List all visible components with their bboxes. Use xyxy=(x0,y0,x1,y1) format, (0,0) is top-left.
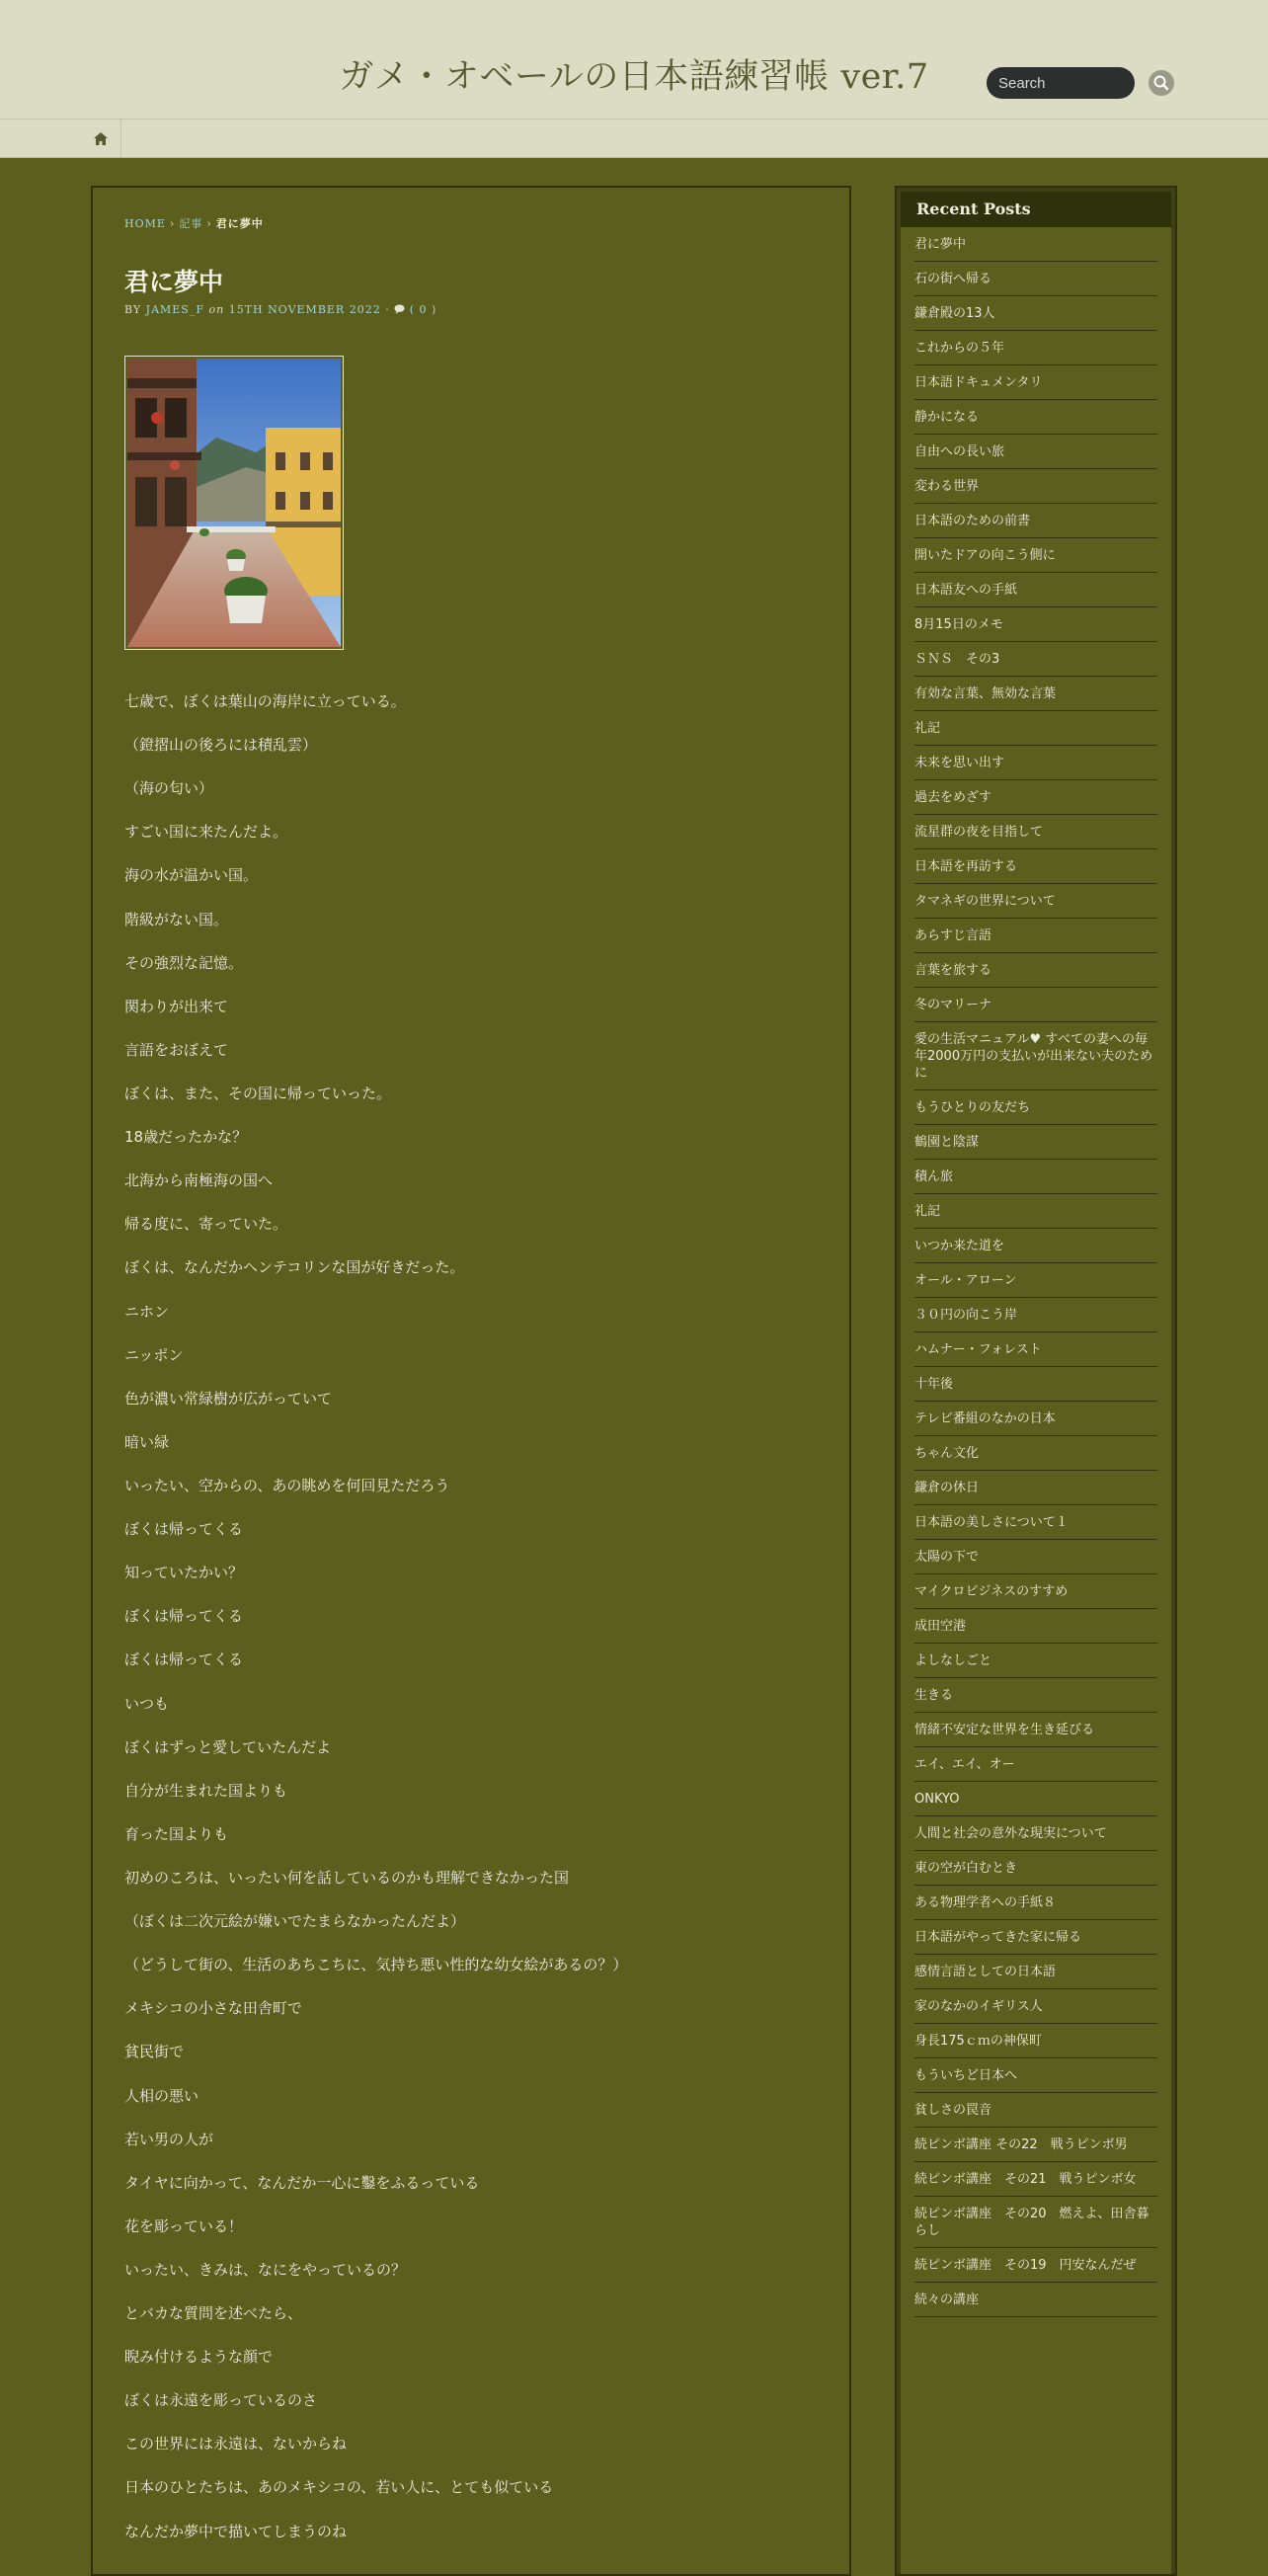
recent-post-link[interactable]: 愛の生活マニュアル♥ すべての妻への毎年2000万円の支払いが出来ない夫のために xyxy=(914,1032,1153,1081)
recent-post-item xyxy=(914,677,1157,711)
recent-post-item xyxy=(914,1644,1157,1678)
post-paragraph: 人相の悪い xyxy=(124,2086,199,2105)
author-link[interactable]: JAMES_F xyxy=(145,303,204,316)
recent-post-item xyxy=(914,2128,1157,2162)
recent-post-item xyxy=(914,1298,1157,1332)
recent-post-item xyxy=(914,1955,1157,1989)
recent-post-link[interactable]: 日本語ドキュメンタリ xyxy=(914,375,1043,390)
recent-post-item xyxy=(914,1747,1157,1782)
recent-post-link[interactable]: 流星群の夜を目指して xyxy=(914,825,1044,840)
recent-post-link[interactable]: 日本語友への手紙 xyxy=(914,583,1018,598)
recent-post-link[interactable]: 貧しさの罠音 xyxy=(914,2103,992,2118)
search-button[interactable] xyxy=(1149,70,1174,96)
recent-post-link[interactable]: 積ん旅 xyxy=(914,1169,954,1184)
post-image[interactable] xyxy=(124,356,344,650)
recent-post-item xyxy=(914,2283,1157,2317)
post-paragraph: 若い男の人が xyxy=(124,2130,214,2148)
recent-post-link[interactable]: 続々の講座 xyxy=(914,2293,980,2307)
home-icon xyxy=(94,132,108,145)
breadcrumb-home-link[interactable]: HOME xyxy=(124,217,166,230)
recent-post-link[interactable]: ある物理学者への手紙８ xyxy=(914,1895,1057,1910)
recent-post-link[interactable]: 8月15日のメモ xyxy=(914,617,1003,632)
recent-post-link[interactable]: 変わる世界 xyxy=(914,479,980,494)
post-paragraph: ぼくは帰ってくる xyxy=(124,1650,244,1669)
post-paragraph: ぼくは永遠を彫っているのさ xyxy=(124,2391,318,2410)
recent-post-item xyxy=(914,711,1157,746)
post-paragraph: 花を彫っている！ xyxy=(124,2216,244,2235)
recent-post-item xyxy=(914,815,1157,849)
recent-post-item xyxy=(914,1402,1157,1436)
recent-post-link[interactable]: よしなしごと xyxy=(914,1653,992,1668)
recent-post-link[interactable]: 鶴園と陰謀 xyxy=(914,1135,980,1150)
post-content xyxy=(124,692,816,2566)
recent-post-item xyxy=(914,1782,1157,1816)
recent-post-link[interactable]: 続ピンボ講座 その20 燃えよ、田舎暮らし xyxy=(914,2207,1149,2238)
recent-post-link[interactable]: もうひとりの友だち xyxy=(914,1100,1031,1115)
post-paragraph: 睨み付けるような顔で xyxy=(124,2348,274,2367)
recent-post-item xyxy=(914,2197,1157,2248)
post-paragraph: この世界には永遠は、ないからね xyxy=(124,2435,348,2454)
post-paragraph: 言語をおぼえて xyxy=(124,1040,229,1059)
post-paragraph: 知っていたかい？ xyxy=(124,1564,244,1582)
recent-post-item xyxy=(914,365,1157,400)
recent-post-link[interactable]: ちゃん文化 xyxy=(914,1446,980,1461)
recent-post-link[interactable]: 言葉を旅する xyxy=(914,963,992,978)
recent-post-link[interactable]: 生きる xyxy=(914,1688,954,1703)
recent-post-item xyxy=(914,2248,1157,2283)
post-paragraph: 貧民街で xyxy=(124,2043,185,2061)
recent-post-link[interactable]: 人間と社会の意外な現実について xyxy=(914,1826,1107,1841)
recent-post-item xyxy=(914,1229,1157,1263)
recent-post-item xyxy=(914,1851,1157,1886)
recent-post-item xyxy=(914,2093,1157,2128)
recent-post-link[interactable]: 日本語がやってきた家に帰る xyxy=(914,1930,1082,1945)
post-date-link[interactable]: 15TH NOVEMBER 2022 xyxy=(228,303,381,316)
recent-post-item xyxy=(914,331,1157,365)
recent-post-item xyxy=(914,607,1157,642)
recent-post-link[interactable]: 石の街へ帰る xyxy=(914,272,992,286)
recent-posts-title: Recent Posts xyxy=(901,192,1171,227)
recent-post-item xyxy=(914,227,1157,262)
recent-post-link[interactable]: 家のなかのイギリス人 xyxy=(914,1999,1043,2014)
post-paragraph: 育った国よりも xyxy=(124,1824,229,1843)
recent-post-item xyxy=(914,400,1157,435)
recent-post-item xyxy=(914,1090,1157,1125)
recent-post-item xyxy=(914,988,1157,1022)
recent-post-item xyxy=(914,1436,1157,1471)
post-paragraph: （ぼくは二次元絵が嫌いでたまらなかったんだよ） xyxy=(124,1912,466,1931)
post-paragraph: いったい、きみは、なにをやっているの？ xyxy=(124,2260,407,2279)
recent-post-item xyxy=(914,1989,1157,2024)
recent-post-link[interactable]: 静かになる xyxy=(914,410,980,425)
search-icon xyxy=(1149,70,1174,96)
recent-post-item xyxy=(914,1886,1157,1920)
recent-post-link[interactable]: 過去をめざす xyxy=(914,790,992,805)
recent-post-item xyxy=(914,262,1157,296)
recent-post-link[interactable]: 十年後 xyxy=(914,1377,954,1392)
recent-post-link[interactable]: 感情言語としての日本語 xyxy=(914,1965,1057,1979)
post-paragraph: とバカな質問を述べたら、 xyxy=(124,2304,303,2323)
post-paragraph: 七歳で、ぼくは葉山の海岸に立っている。 xyxy=(124,692,406,710)
post-paragraph: いつも xyxy=(124,1694,170,1713)
post-paragraph: その強烈な記憶。 xyxy=(124,953,244,972)
comment-icon xyxy=(394,304,405,314)
recent-post-link[interactable]: オール・アローン xyxy=(914,1273,1017,1288)
recent-post-item xyxy=(914,780,1157,815)
recent-post-item xyxy=(914,884,1157,919)
recent-posts-list xyxy=(914,227,1157,2317)
byline-on: on xyxy=(208,303,225,316)
byline-by: BY xyxy=(124,303,142,316)
recent-post-item xyxy=(914,1367,1157,1402)
post-paragraph: なんだか夢中で描いてしまうのね xyxy=(124,2522,348,2540)
recent-post-item xyxy=(914,953,1157,988)
recent-post-item xyxy=(914,1471,1157,1505)
nav-home-link[interactable] xyxy=(81,120,121,157)
comments-link[interactable]: ( 0 ) xyxy=(409,303,437,316)
recent-post-link[interactable]: 有効な言葉、無効な言葉 xyxy=(914,686,1057,701)
post-paragraph: ぼくは帰ってくる xyxy=(124,1607,244,1626)
recent-post-link[interactable]: 東の空が白むとき xyxy=(914,1861,1018,1876)
recent-post-item xyxy=(914,538,1157,573)
recent-post-item xyxy=(914,1160,1157,1194)
post-paragraph: 海の水が温かい国。 xyxy=(124,866,259,885)
recent-post-item xyxy=(914,1332,1157,1367)
post-paragraph: ぼくは、また、その国に帰っていった。 xyxy=(124,1084,392,1102)
recent-post-item xyxy=(914,1194,1157,1229)
street-photo xyxy=(127,359,341,647)
recent-post-item xyxy=(914,1022,1157,1090)
site-title[interactable]: ガメ・オベールの日本語練習帳 ver.7 xyxy=(339,57,929,97)
post-paragraph: （海の匂い） xyxy=(124,779,214,798)
breadcrumb xyxy=(124,215,264,231)
recent-post-link[interactable]: エイ、エイ、オー xyxy=(914,1757,1015,1772)
sidebar xyxy=(895,186,1177,2576)
recent-post-item xyxy=(914,1920,1157,1955)
recent-post-link[interactable]: 冬のマリーナ xyxy=(914,998,992,1012)
recent-post-link[interactable]: 君に夢中 xyxy=(914,237,967,252)
recent-post-item xyxy=(914,296,1157,331)
post-paragraph: ぼくは帰ってくる xyxy=(124,1520,244,1539)
post-paragraph: ぼくはずっと愛していたんだよ xyxy=(124,1737,332,1756)
post-paragraph: ニホン xyxy=(124,1302,170,1321)
recent-post-link[interactable]: 情緒不安定な世界を生き延びる xyxy=(914,1723,1095,1737)
byline-dot: · xyxy=(385,303,390,316)
recent-post-item xyxy=(914,746,1157,780)
breadcrumb-category-link[interactable]: 記事 xyxy=(179,217,203,230)
recent-post-link[interactable]: 礼記 xyxy=(914,721,941,736)
recent-post-link[interactable]: もういちど日本へ xyxy=(914,2068,1018,2083)
recent-post-link[interactable]: 鎌倉殿の13人 xyxy=(914,306,995,321)
post-paragraph: 自分が生まれた国よりも xyxy=(124,1781,288,1800)
recent-post-item xyxy=(914,573,1157,607)
recent-post-link[interactable]: 鎌倉の休日 xyxy=(914,1481,980,1495)
recent-post-link[interactable]: これからの５年 xyxy=(914,341,1005,356)
recent-post-link[interactable]: 未来を思い出す xyxy=(914,756,1005,770)
recent-post-item xyxy=(914,1713,1157,1747)
post-paragraph: いったい、空からの、あの眺めを何回見ただろう xyxy=(124,1476,450,1494)
post-byline xyxy=(124,303,436,316)
recent-post-item xyxy=(914,2162,1157,2197)
post-paragraph: ニッポン xyxy=(124,1345,184,1364)
post-paragraph: タイヤに向かって、なんだか一心に鑿をふるっている xyxy=(124,2173,480,2192)
recent-post-link[interactable]: 太陽の下で xyxy=(914,1550,980,1565)
post-paragraph: （どうして街の、生活のあちこちに、気持ち悪い性的な幼女絵があるの？） xyxy=(124,1956,628,1974)
recent-post-item xyxy=(914,642,1157,677)
recent-post-item xyxy=(914,1263,1157,1298)
recent-post-link[interactable]: 続ピンボ講座 その22 戦うピンボ男 xyxy=(914,2137,1128,2152)
recent-post-link[interactable]: いつか来た道を xyxy=(914,1239,1005,1253)
recent-post-link[interactable]: 日本語の美しさについて１ xyxy=(914,1515,1069,1530)
recent-post-item xyxy=(914,504,1157,538)
post-title: 君に夢中 xyxy=(124,268,224,296)
recent-post-link[interactable]: 礼記 xyxy=(914,1204,941,1219)
post-paragraph: 関わりが出来て xyxy=(124,997,229,1015)
breadcrumb-separator: › xyxy=(206,217,212,230)
post-paragraph: 18歳だったかな？ xyxy=(124,1128,248,1147)
recent-post-link[interactable]: 成田空港 xyxy=(914,1619,967,1634)
recent-post-link[interactable]: ３０円の向こう岸 xyxy=(914,1308,1018,1323)
recent-post-link[interactable]: 続ピンボ講座 その21 戦うピンボ女 xyxy=(914,2172,1137,2187)
recent-post-item xyxy=(914,1816,1157,1851)
recent-post-link[interactable]: ＳＮＳ その3 xyxy=(914,652,1000,667)
post-paragraph: 日本のひとたちは、あのメキシコの、若い人に、とても似ている xyxy=(124,2478,554,2497)
recent-post-link[interactable]: あらすじ言語 xyxy=(914,928,992,943)
post-paragraph: 北海から南極海の国へ xyxy=(124,1171,274,1190)
recent-post-link[interactable]: タマネギの世界について xyxy=(914,894,1056,909)
recent-post-item xyxy=(914,435,1157,469)
post-paragraph: （鐙摺山の後ろには積乱雲） xyxy=(124,736,318,755)
post-paragraph: 初めのころは、いったい何を話しているのかも理解できなかった国 xyxy=(124,1868,570,1887)
recent-post-item xyxy=(914,1505,1157,1540)
recent-post-item xyxy=(914,1574,1157,1609)
recent-post-item xyxy=(914,2058,1157,2093)
recent-post-link[interactable]: ハムナー・フォレスト xyxy=(914,1342,1042,1357)
post-paragraph: 階級がない国。 xyxy=(124,910,229,928)
post-paragraph: 帰る度に、寄っていた。 xyxy=(124,1215,288,1234)
recent-post-link[interactable]: マイクロビジネスのすすめ xyxy=(914,1584,1069,1599)
recent-post-item xyxy=(914,1540,1157,1574)
recent-post-item xyxy=(914,2024,1157,2058)
breadcrumb-separator: › xyxy=(169,217,176,230)
site-header xyxy=(0,0,1268,119)
post-paragraph: メキシコの小さな田舎町で xyxy=(124,1999,302,2018)
recent-post-link[interactable]: ONKYO xyxy=(914,1792,960,1807)
post-paragraph: 暗い緑 xyxy=(124,1432,170,1451)
recent-post-link[interactable]: 身長175ｃｍの神保町 xyxy=(914,2034,1042,2049)
recent-post-item xyxy=(914,849,1157,884)
main-nav xyxy=(0,119,1268,158)
recent-post-item xyxy=(914,1609,1157,1644)
recent-post-item xyxy=(914,919,1157,953)
recent-post-link[interactable]: 続ピンボ講座 その19 円安なんだぜ xyxy=(914,2258,1137,2273)
recent-post-link[interactable]: 自由への長い旅 xyxy=(914,444,1005,459)
post-paragraph: すごい国に来たんだよ。 xyxy=(124,823,288,842)
recent-post-link[interactable]: 日本語を再訪する xyxy=(914,859,1018,874)
recent-post-link[interactable]: 日本語のための前書 xyxy=(914,514,1031,528)
recent-posts-widget xyxy=(901,227,1171,2574)
breadcrumb-current: 君に夢中 xyxy=(215,217,264,230)
recent-post-item xyxy=(914,1125,1157,1160)
recent-post-item xyxy=(914,469,1157,504)
recent-post-item xyxy=(914,1678,1157,1713)
article xyxy=(91,186,851,2576)
post-paragraph: ぼくは、なんだかヘンテコリンな国が好きだった。 xyxy=(124,1258,465,1277)
post-paragraph: 色が濃い常緑樹が広がっていて xyxy=(124,1389,333,1408)
recent-post-link[interactable]: テレビ番組のなかの日本 xyxy=(914,1411,1056,1426)
recent-post-link[interactable]: 開いたドアの向こう側に xyxy=(914,548,1056,563)
search-input[interactable] xyxy=(987,67,1135,99)
